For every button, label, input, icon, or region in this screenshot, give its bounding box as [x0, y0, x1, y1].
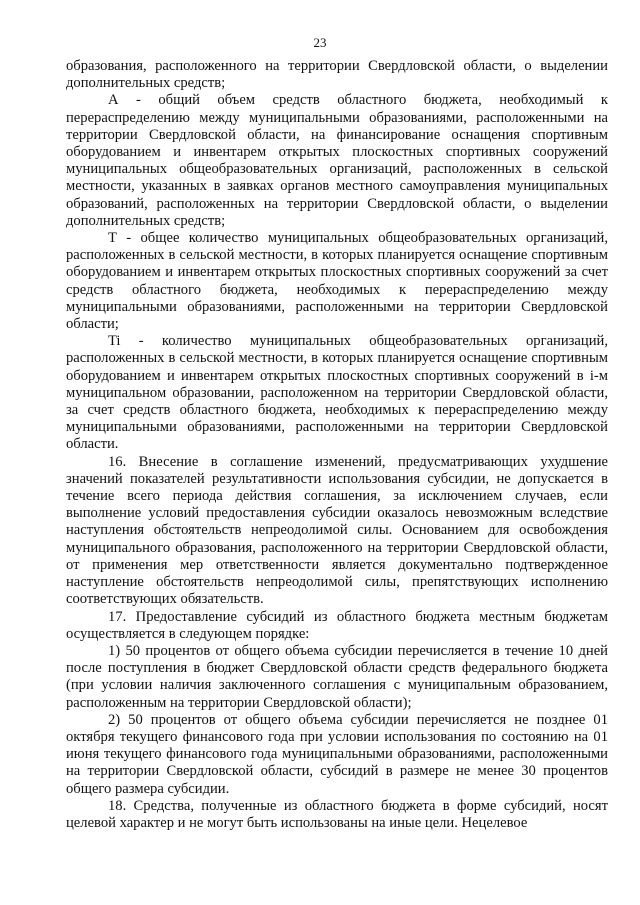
paragraph-clause-17: 17. Предоставление субсидий из областного бюджета местным бюджетам осуществляется в следующем порядке: [66, 608, 608, 642]
paragraph-clause-18: 18. Средства, полученные из областного бюджета в форме субсидий, носят целевой характер и не могут быть использованы на иные цели. Нецелевое [66, 797, 608, 831]
paragraph-definition-t: Т - общее количество муниципальных общеобразовательных организаций, расположенных в сельской местности, в которых планируется оснащение спортивным оборудованием и инвентарем открытых плоскостных спортивных сооружений за счет средств областного бюджета, необходимых к перераспределению между муниципальными образованиями, расположенными на территории Свердловской области; [66, 230, 608, 333]
page-number: 23 [313, 35, 327, 50]
document-body [66, 58, 608, 832]
paragraph-clause-17-item-1: 1) 50 процентов от общего объема субсидии перечисляется в течение 10 дней после поступления в бюджет Свердловской области средств федерального бюджета (при условии наличия заключенного соглашения с муниципальным образованием, расположенным на территории Свердловской области); [66, 642, 608, 711]
paragraph-clause-16: 16. Внесение в соглашение изменений, предусматривающих ухудшение значений показателей результативности использования субсидии, не допускается в течение всего периода действия соглашения, за исключением случаев, если выполнение условий предоставления субсидии оказалось невозможным вследствие наступления обстоятельств непреодолимой силы. Основанием для освобождения муниципального образования, расположенного на территории Свердловской области, от применения мер ответственности является документально подтвержденное наступление обстоятельств непреодолимой силы, препятствующих исполнению соответствующих обязательств. [66, 453, 608, 608]
paragraph-definition-a: А - общий объем средств областного бюджета, необходимый к перераспределению между муниципальными образованиями, расположенными на территории Свердловской области, на финансирование оснащения спортивным оборудованием и инвентарем открытых плоскостных спортивных сооружений муниципальных общеобразовательных организаций, расположенных в сельской местности, указанных в заявках органов местного самоуправления муниципальных образований, расположенных на территории Свердловской области, о выделении дополнительных средств; [66, 92, 608, 229]
paragraph-definition-ti: Ti - количество муниципальных общеобразовательных организаций, расположенных в сельской местности, в которых планируется оснащение спортивным оборудованием и инвентарем открытых плоскостных спортивных сооружений в i-м муниципальном образовании, расположенном на территории Свердловской области, за счет средств областного бюджета, необходимых к перераспределению между муниципальными образованиями, расположенными на территории Свердловской области. [66, 333, 608, 453]
paragraph-continuation: образования, расположенного на территории Свердловской области, о выделении дополнительных средств; [66, 58, 608, 92]
paragraph-clause-17-item-2: 2) 50 процентов от общего объема субсидии перечисляется не позднее 01 октября текущего финансового года при условии использования по состоянию на 01 июня текущего финансового года муниципальными образованиями, расположенными на территории Свердловской области, субсидий в размере не менее 30 процентов общего размера субсидии. [66, 711, 608, 797]
